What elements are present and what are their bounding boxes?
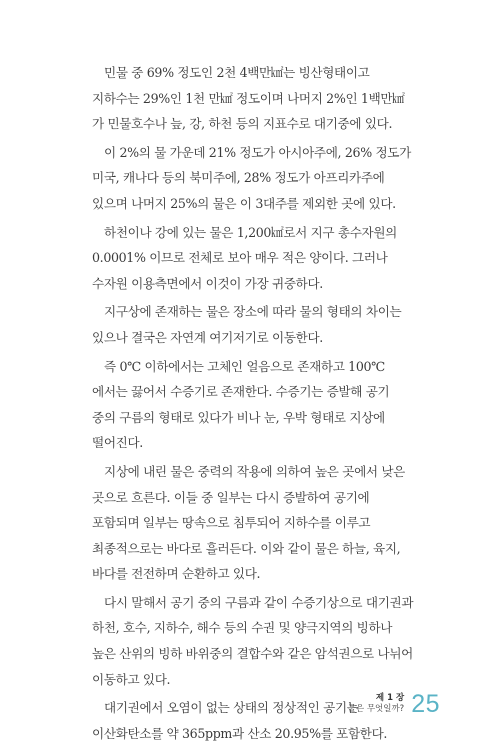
paragraph-7: 다시 말해서 공기 중의 구름과 같이 수증기상으로 대기권과 하천, 호수, 지하수, 해수 등의 수권 및 양극지역의 빙하나 높은 산위의 빙하 바위중의 결합수와 같은 암석권으로 나뉘어 이동하고 있다.: [92, 594, 414, 687]
paragraph-2: 이 2%의 물 가운데 21% 정도가 아시아주에, 26% 정도가 미국, 캐나다 등의 북미주에, 28% 정도가 아프리카주에 있으며 나머지 25%의 물은 이 3대주를 제외한 곳에 있다.: [92, 144, 411, 211]
paragraph-8: 대기권에서 오염이 없는 상태의 정상적인 공기는 이산화탄소를 약 365ppm과 산소 20.95%를 포함한다.: [92, 700, 388, 741]
paragraph-6: 지상에 내린 물은 중력의 작용에 의하여 높은 곳에서 낮은 곳으로 흐른다. 이들 중 일부는 다시 증발하여 공기에 포함되며 일부는 땅속으로 침투되어 지하수를 이루고 최종적으로는 바다로 흘러든다. 이와 같이 물은 하늘, 육지, 바다를 전전하며 순환하고 있다.: [92, 463, 405, 582]
chapter-info: [348, 693, 404, 715]
paragraph-5: 즉 0℃ 이하에서는 고체인 얼음으로 존재하고 100℃에서는 끓어서 수증기로 존재한다. 수증기는 증발해 공기 중의 구름의 형태로 있다가 비나 눈, 우박 형태로 지상에 떨어진다.: [92, 358, 390, 451]
chapter-label: 제 1 장: [375, 693, 405, 703]
page-footer: [348, 689, 440, 719]
body-text: [92, 60, 415, 746]
paragraph-1: 민물 중 69% 정도인 2천 4백만㎢는 빙산형태이고 지하수는 29%인 1천 만㎢ 정도이며 나머지 2%인 1백만㎢가 민물호수나 늪, 강, 하천 등의 지표수로 대기중에 있다.: [92, 65, 405, 132]
chapter-title: 물은 무엇일까?: [347, 704, 405, 714]
page-number: 25: [411, 689, 440, 718]
paragraph-3: 하천이나 강에 있는 물은 1,200㎢로서 지구 총수자원의 0.0001% 이므로 전체로 보아 매우 적은 양이다. 그러나 수자원 이용측면에서 이것이 가장 귀중하다.: [92, 224, 397, 291]
paragraph-4: 지구상에 존재하는 물은 장소에 따라 물의 형태의 차이는 있으나 결국은 자연계 여기저기로 이동한다.: [92, 304, 402, 345]
